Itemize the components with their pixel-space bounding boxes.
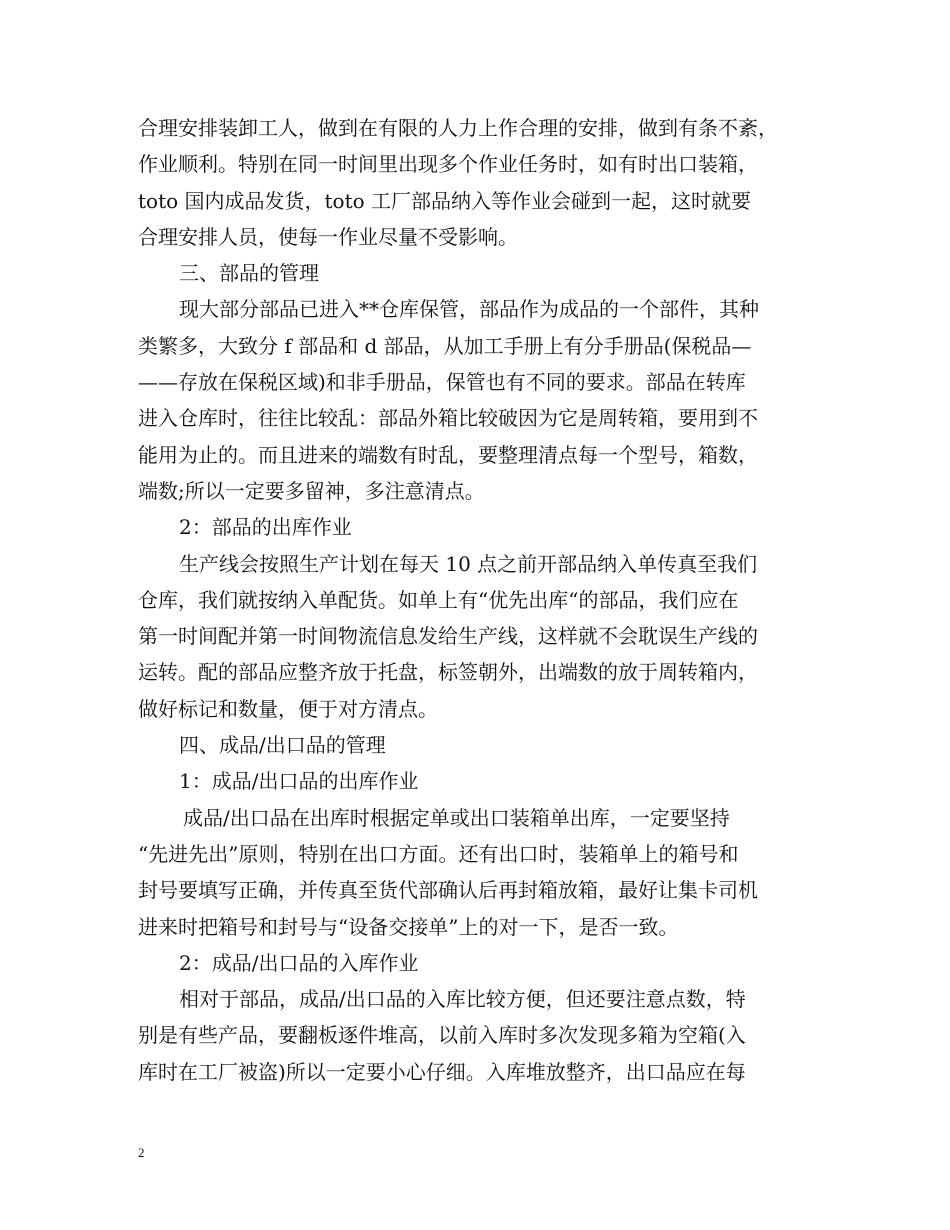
text-line: 第一时间配并第一时间物流信息发给生产线，这样就不会耽误生产线的 (138, 624, 758, 649)
text-line: 合理安排人员，使每一作业尽量不受影响。 (138, 224, 518, 249)
text-line: 相对于部品，成品/出口品的入库比较方便，但还要注意点数，特 (179, 987, 746, 1012)
text-line: 生产线会按照生产计划在每天 10 点之前开部品纳入单传真至我们 (179, 551, 758, 576)
text-line: 做好标记和数量，便于对方清点。 (138, 696, 438, 721)
section-heading: 三、部品的管理 (179, 261, 319, 286)
document-body (138, 110, 828, 1090)
text-line: 库时在工厂被盗)所以一定要小心仔细。入库堆放整齐，出口品应在每 (138, 1059, 746, 1084)
text-line: 封号要填写正确，并传真至货代部确认后再封箱放箱，最好让集卡司机 (138, 878, 758, 903)
text-line: 别是有些产品，要翻板逐件堆高，以前入库时多次发现多箱为空箱(入 (138, 1023, 746, 1048)
text-line: toto 国内成品发货，toto 工厂部品纳入等作业会碰到一起，这时就要 (138, 188, 752, 213)
text-line: 进来时把箱号和封号与“设备交接单”上的对一下，是否一致。 (138, 914, 679, 939)
text-line: 仓库，我们就按纳入单配货。如单上有“优先出库“的部品，我们应在 (138, 587, 739, 612)
subsection-heading: 2：部品的出库作业 (179, 515, 352, 540)
text-line: 现大部分部品已进入**仓库保管，部品作为成品的一个部件，其种 (179, 297, 759, 322)
subsection-heading: 1：成品/出口品的出库作业 (179, 769, 419, 794)
text-line: 合理安排装卸工人，做到在有限的人力上作合理的安排，做到有条不紊， (138, 116, 778, 140)
text-line: 类繁多，大致分 f 部品和 d 部品，从加工手册上有分手册品(保税品— (138, 333, 752, 358)
text-line: ——存放在保税区域)和非手册品，保管也有不同的要求。部品在转库 (138, 370, 746, 395)
text-line: 端数;所以一定要多留神，多注意清点。 (138, 478, 485, 503)
text-line: 成品/出口品在出库时根据定单或出口装箱单出库，一定要坚持 (183, 805, 730, 830)
text-line: “先进先出”原则，特别在出口方面。还有出口时，装箱单上的箱号和 (138, 841, 739, 866)
text-line: 作业顺利。特别在同一时间里出现多个作业任务时，如有时出口装箱， (138, 152, 758, 177)
section-heading: 四、成品/出口品的管理 (179, 733, 386, 758)
text-line: 运转。配的部品应整齐放于托盘，标签朝外，出端数的放于周转箱内， (138, 660, 758, 685)
subsection-heading: 2：成品/出口品的入库作业 (179, 950, 419, 975)
text-line: 进入仓库时，往往比较乱：部品外箱比较破因为它是周转箱，要用到不 (138, 406, 758, 431)
page-number: 2 (138, 1145, 145, 1160)
text-line: 能用为止的。而且进来的端数有时乱，要整理清点每一个型号，箱数， (138, 442, 758, 467)
